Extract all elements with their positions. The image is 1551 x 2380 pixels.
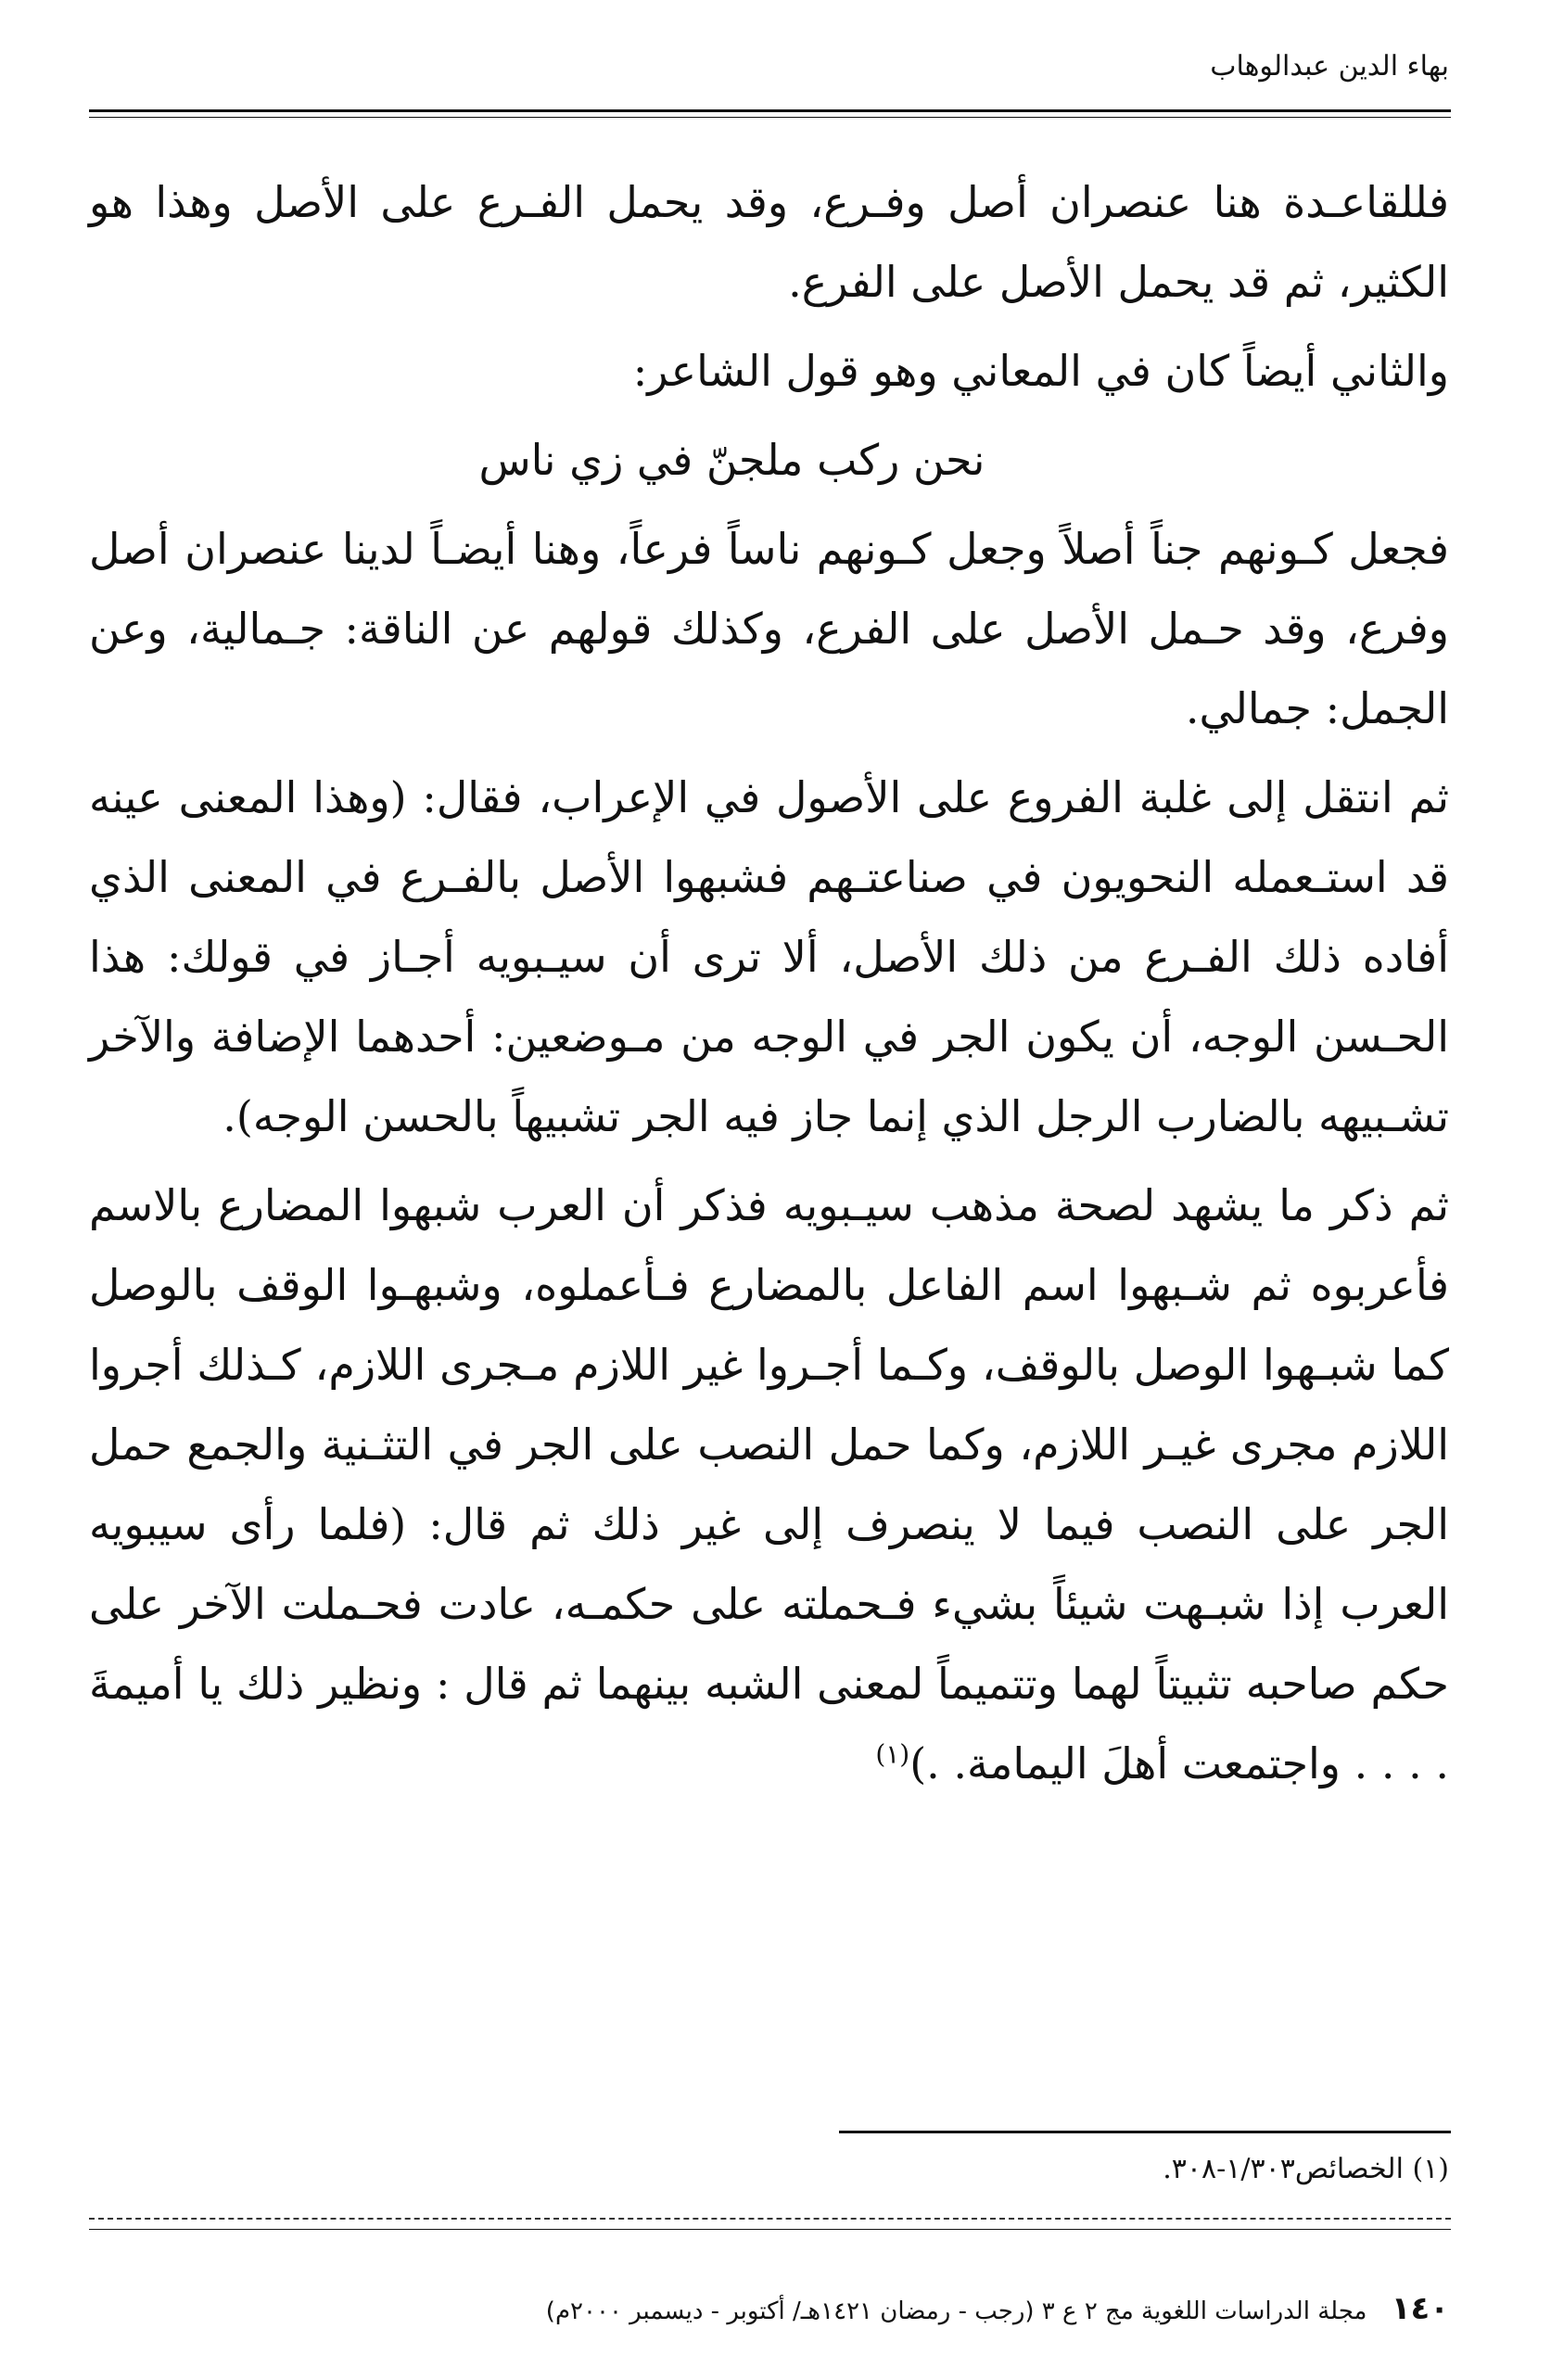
paragraph-3: فجعل كـونهم جناً أصلاً وجعل كـونهم ناساً فرعاً، وهنا أيضـاً لدينا عنصران أصل وفرع، وقد حـمل الأصل على الفرع، وكذلك قولهم عن الناقة: جـمالية، وعن الجمل: جمالي. [89, 524, 1449, 734]
footnote: (١) الخصائص١/٣٠٣-٣٠٨. [1163, 2153, 1449, 2185]
paragraph-5 [89, 1165, 1449, 1803]
header-rule-thin [89, 117, 1451, 118]
paragraph-2: والثاني أيضاً كان في المعاني وهو قول الشاعر: [632, 346, 1449, 397]
body-text [89, 162, 1449, 1813]
header-rule [89, 109, 1451, 112]
running-header-author: بهاء الدين عبدالوهاب [1210, 50, 1449, 83]
footer-rule-dashed [89, 2218, 1451, 2220]
page-number: ١٤٠ [1391, 2290, 1449, 2327]
journal-citation: مجلة الدراسات اللغوية مج ٢ ع ٣ (رجب - رمضان ١٤٢١هـ/ أكتوبر - ديسمبر ٢٠٠٠م) [545, 2297, 1367, 2325]
footer-rule-thin [89, 2229, 1451, 2230]
footnote-marker: (١) [875, 1738, 910, 1770]
paragraph-5-text: ثم ذكر ما يشهد لصحة مذهب سيـبويه فذكر أن العرب شبهوا المضارع بالاسم فأعربوه ثم شـبهوا اسم الفاعل بالمضارع فـأعملوه، وشبهـوا الوقف بالوصل كما شبـهوا الوصل بالوقف، وكـما أجـروا غير اللازم مـجرى اللازم، كـذلك أجروا اللازم مجرى غيـر اللازم، وكما حمل النصب على الجر في التثـنية والجمع حمل الجر على النصب فيما لا ينصرف إلى غير ذلك ثم قال: (فلما رأى سيبويه العرب إذا شبـهت شيئاً بشيء فـحملته على حكمـه، عادت فحـملت الآخر على حكم صاحبه تثبيتاً لهما وتتميماً لمعنى الشبه بينهما ثم قال : ونظير ذلك يا أميمةَ . . . . واجتمعت أهلَ اليمامة. .) [89, 1180, 1449, 1789]
paragraph-4: ثم انتقل إلى غلبة الفروع على الأصول في الإعراب، فقال: (وهذا المعنى عينه قد استـعمله النحويون في صناعتـهم فشبهوا الأصل بالفـرع في المعنى الذي أفاده ذلك الفـرع من ذلك الأصل، ألا ترى أن سيـبويه أجـاز في قولك: هذا الحـسن الوجه، أن يكون الجر في الوجه من مـوضعين: أحدهما الإضافة والآخر تشـبيهه بالضارب الرجل الذي إنما جاز فيه الجر تشبيهاً بالحسن الوجه). [89, 772, 1449, 1142]
footnote-rule [839, 2131, 1451, 2133]
verse-line: نحن ركب ملجنّ في زي ناس [478, 435, 985, 486]
footer [89, 2290, 1449, 2327]
paragraph-1: فللقاعـدة هنا عنصران أصل وفـرع، وقد يحمل الفـرع على الأصل وهذا هو الكثير، ثم قد يحمل الأصل على الفرع. [89, 177, 1449, 308]
